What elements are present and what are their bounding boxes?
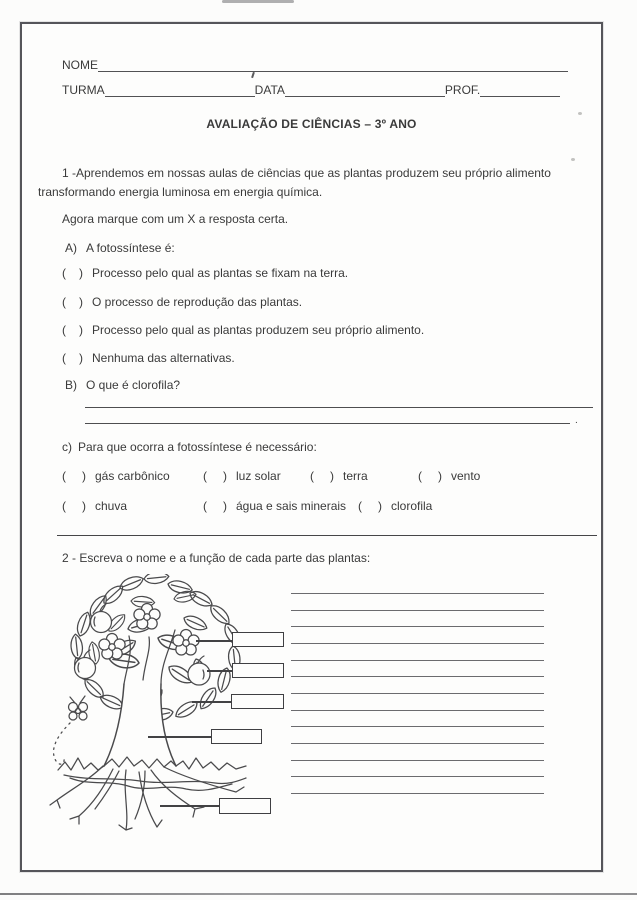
option-row [62, 351, 235, 365]
writing-line[interactable] [291, 693, 544, 694]
option-row [62, 295, 302, 309]
answer-checkbox[interactable]: ( ) [62, 469, 86, 483]
answer-checkbox[interactable]: ( ) [203, 499, 227, 513]
checkbox-blank[interactable] [362, 500, 378, 510]
answer-line[interactable] [85, 407, 593, 408]
option-text: terra [343, 469, 368, 483]
checkbox-blank[interactable] [207, 500, 223, 510]
leader-line-root [160, 805, 220, 807]
label-box-flower[interactable] [232, 632, 284, 647]
option-text: vento [451, 469, 481, 483]
option-text: clorofila [391, 499, 433, 513]
writing-line[interactable] [291, 643, 544, 644]
name-field-row [62, 56, 568, 72]
leader-line-fruit [207, 670, 233, 672]
checkbox-blank[interactable] [66, 500, 82, 510]
option-text: gás carbônico [95, 469, 170, 483]
part-b-heading [65, 378, 180, 392]
tree-roots [50, 766, 244, 830]
plant-parts-illustration [40, 574, 252, 860]
writing-line[interactable] [291, 776, 544, 777]
label-box-root[interactable] [219, 798, 271, 814]
answer-checkbox[interactable]: ( ) [203, 469, 227, 483]
question1-intro: 1 -Aprendemos em nossas aulas de ciências que as plantas produzem seu próprio alimento transformando energia luminosa em energia química. [38, 166, 551, 199]
part-c-label: c) [62, 440, 72, 454]
writing-line[interactable] [291, 626, 544, 627]
answer-line[interactable] [85, 423, 570, 424]
option-row [62, 323, 424, 337]
option-row [203, 469, 281, 483]
name-blank[interactable] [98, 56, 568, 72]
butterfly-icon [69, 696, 88, 720]
scan-speck [571, 158, 575, 161]
option-row [418, 469, 480, 483]
section-divider [57, 535, 597, 536]
option-row [358, 499, 432, 513]
checkbox-blank[interactable] [422, 470, 438, 480]
writing-line[interactable] [291, 710, 544, 711]
teacher-label: PROF. [444, 83, 481, 97]
date-label: DATA [254, 83, 285, 97]
label-box-fruit[interactable] [232, 663, 284, 678]
scan-artifact-page-edge [0, 893, 637, 895]
option-row [62, 266, 348, 280]
writing-line[interactable] [291, 760, 544, 761]
answer-checkbox[interactable]: ( ) [62, 266, 83, 280]
checkbox-blank[interactable] [207, 470, 223, 480]
part-a-heading [65, 241, 175, 255]
option-row [310, 469, 368, 483]
teacher-blank[interactable] [480, 81, 560, 97]
leader-line-trunk [148, 736, 212, 738]
option-text: Processo pelo qual as plantas se fixam na terra. [92, 266, 349, 280]
line-end-mark: . [575, 415, 578, 426]
checkbox-blank[interactable] [66, 296, 79, 306]
answer-checkbox[interactable]: ( ) [62, 351, 83, 365]
class-date-teacher-row [62, 81, 560, 97]
part-b-prompt: O que é clorofila? [86, 378, 181, 392]
leader-line-flower [196, 640, 233, 642]
writing-line[interactable] [291, 593, 544, 594]
answer-checkbox[interactable]: ( ) [358, 499, 382, 513]
writing-line[interactable] [291, 726, 544, 727]
scan-speck [578, 112, 582, 115]
checkbox-blank[interactable] [66, 470, 82, 480]
option-row [62, 499, 127, 513]
option-row [203, 499, 346, 513]
leader-line-leaf [192, 701, 232, 703]
option-text: luz solar [236, 469, 281, 483]
checkbox-blank[interactable] [66, 352, 79, 362]
option-text: chuva [95, 499, 128, 513]
page-title: AVALIAÇÃO DE CIÊNCIAS – 3º ANO [206, 117, 417, 131]
writing-line[interactable] [291, 610, 544, 611]
option-row [62, 469, 170, 483]
option-text: água e sais minerais [236, 499, 347, 513]
writing-line[interactable] [291, 676, 544, 677]
class-label: TURMA [62, 83, 105, 97]
part-a-label: A) [65, 241, 77, 255]
part-c-prompt: Para que ocorra a fotossíntese é necessário: [78, 440, 317, 454]
answer-checkbox[interactable]: ( ) [62, 499, 86, 513]
name-label: NOME [62, 58, 98, 72]
checkbox-blank[interactable] [66, 267, 79, 277]
writing-line[interactable] [291, 793, 544, 794]
writing-line[interactable] [291, 743, 544, 744]
part-b-label: B) [65, 378, 77, 392]
checkbox-blank[interactable] [314, 470, 330, 480]
checkbox-blank[interactable] [66, 324, 79, 334]
writing-line[interactable] [291, 660, 544, 661]
question1-instruction: Agora marque com um X a resposta certa. [62, 212, 289, 226]
class-blank[interactable] [105, 81, 255, 97]
answer-checkbox[interactable]: ( ) [62, 323, 83, 337]
option-text: Nenhuma das alternativas. [92, 351, 235, 365]
part-c-heading [62, 440, 317, 454]
option-text: Processo pelo qual as plantas produzem seu próprio alimento. [92, 323, 425, 337]
answer-checkbox[interactable]: ( ) [418, 469, 442, 483]
date-blank[interactable] [285, 81, 445, 97]
answer-checkbox[interactable]: ( ) [310, 469, 334, 483]
label-box-leaf[interactable] [231, 694, 284, 709]
option-text: O processo de reprodução das plantas. [92, 295, 303, 309]
butterfly-trail [54, 723, 70, 764]
scan-artifact-top [222, 0, 294, 3]
part-a-prompt: A fotossíntese é: [86, 241, 175, 255]
answer-checkbox[interactable]: ( ) [62, 295, 83, 309]
label-box-trunk[interactable] [211, 729, 262, 744]
question2-prompt: 2 - Escreva o nome e a função de cada parte das plantas: [62, 551, 371, 565]
